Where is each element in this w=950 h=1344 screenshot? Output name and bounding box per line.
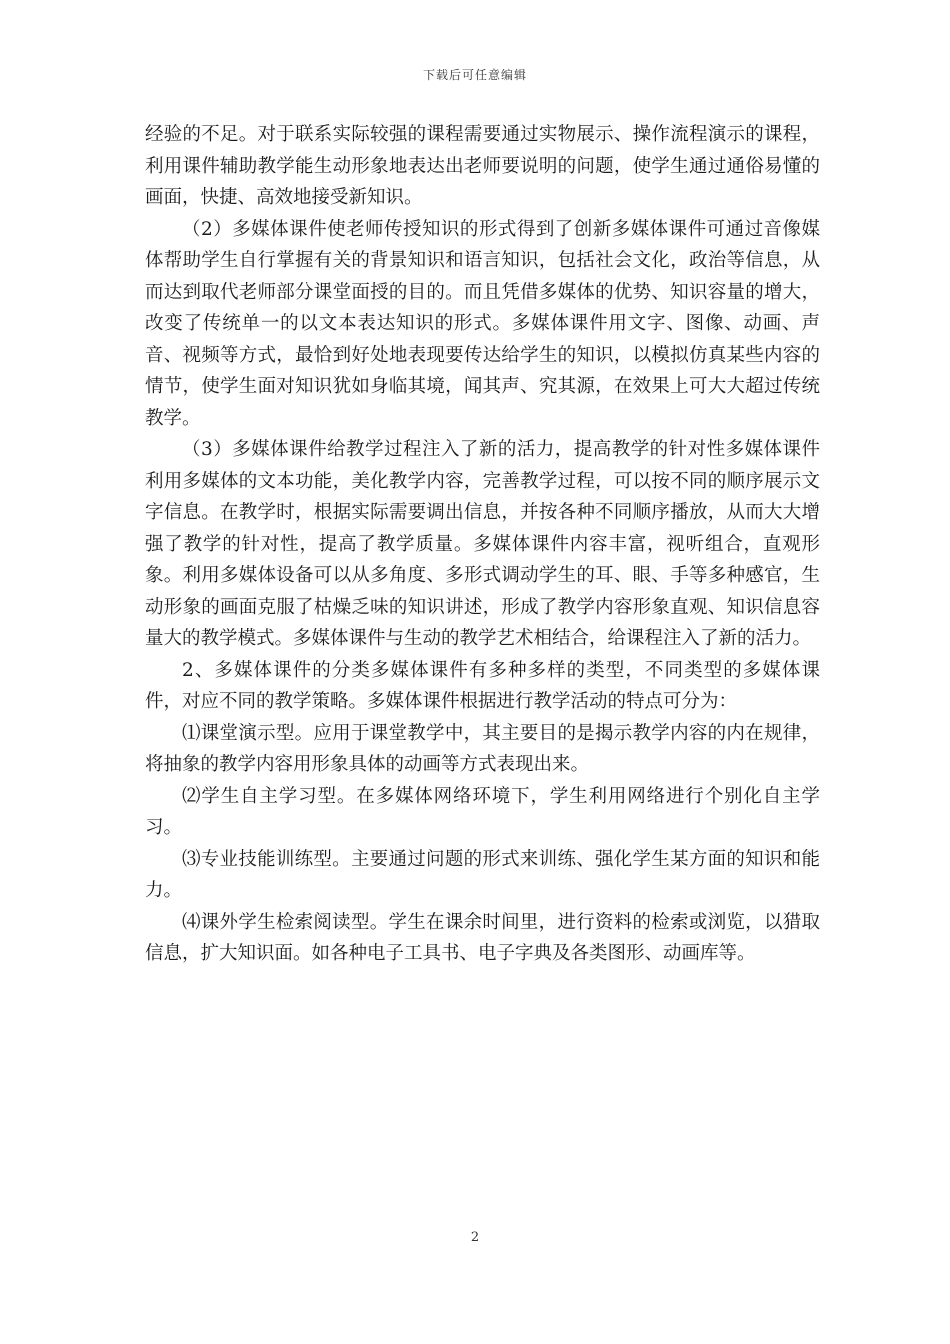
paragraph-type-1: ⑴课堂演示型。应用于课堂教学中，其主要目的是揭示教学内容的内在规律，将抽象的教学内容用形象具体的动画等方式表现出来。 — [145, 722, 820, 775]
paragraph-type-3: ⑶专业技能训练型。主要通过问题的形式来训练、强化学生某方面的知识和能力。 — [145, 848, 820, 901]
document-body — [145, 119, 820, 970]
page-header: 下载后可任意编辑 — [422, 68, 527, 82]
paragraph-type-4: ⑷课外学生检索阅读型。学生在课余时间里，进行资料的检索或浏览，以猎取信息，扩大知识面。如各种电子工具书、电子字典及各类图形、动画库等。 — [145, 911, 820, 964]
paragraph-point-2: （2）多媒体课件使老师传授知识的形式得到了创新多媒体课件可通过音像媒体帮助学生自行掌握有关的背景知识和语言知识，包括社会文化，政治等信息，从而达到取代老师部分课堂面授的目的。而且凭借多媒体的优势、知识容量的增大，改变了传统单一的以文本表达知识的形式。多媒体课件用文字、图像、动画、声音、视频等方式，最恰到好处地表现要传达给学生的知识，以模拟仿真某些内容的情节，使学生面对知识犹如身临其境，闻其声、究其源，在效果上可大大超过传统教学。 — [145, 218, 820, 429]
paragraph-classification: 2、多媒体课件的分类多媒体课件有多种多样的类型，不同类型的多媒体课件，对应不同的教学策略。多媒体课件根据进行教学活动的特点可分为： — [145, 659, 820, 712]
paragraph-type-2: ⑵学生自主学习型。在多媒体网络环境下，学生利用网络进行个别化自主学习。 — [145, 785, 820, 838]
paragraph-point-3: （3）多媒体课件给教学过程注入了新的活力，提高教学的针对性多媒体课件利用多媒体的文本功能，美化教学内容，完善教学过程，可以按不同的顺序展示文字信息。在教学时，根据实际需要调出信息，并按各种不同顺序播放，从而大大增强了教学的针对性，提高了教学质量。多媒体课件内容丰富，视听组合，直观形象。利用多媒体设备可以从多角度、多形式调动学生的耳、眼、手等多种感官，生动形象的画面克服了枯燥乏味的知识讲述，形成了教学内容形象直观、知识信息容量大的教学模式。多媒体课件与生动的教学艺术相结合，给课程注入了新的活力。 — [145, 439, 820, 649]
paragraph-continuation: 经验的不足。对于联系实际较强的课程需要通过实物展示、操作流程演示的课程，利用课件辅助教学能生动形象地表达出老师要说明的问题，使学生通过通俗易懂的画面，快捷、高效地接受新知识。 — [145, 124, 820, 208]
page-number: 2 — [470, 1230, 480, 1245]
